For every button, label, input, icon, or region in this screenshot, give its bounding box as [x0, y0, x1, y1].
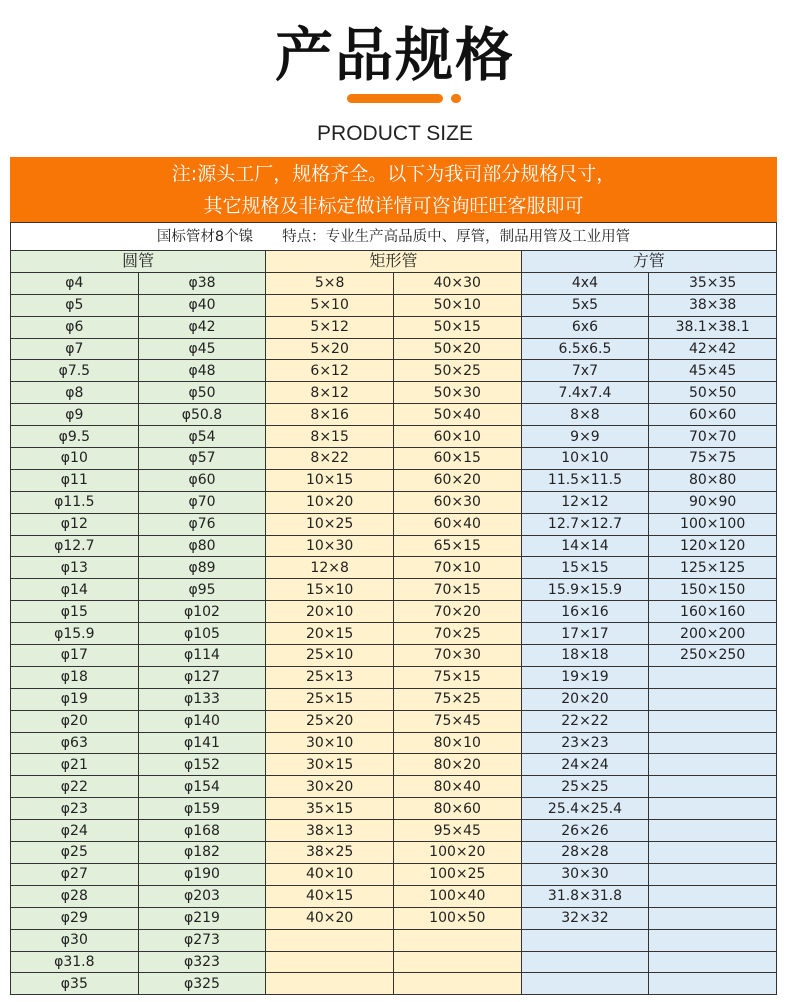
rect-tube-cell: 25×20 [266, 710, 394, 732]
square-tube-cell: 12.7×12.7 [521, 513, 649, 535]
round-tube-cell: φ70 [138, 491, 266, 513]
rect-tube-cell: 40×30 [393, 272, 521, 294]
square-tube-cell [649, 688, 777, 710]
square-tube-cell [649, 929, 777, 951]
round-tube-cell: φ35 [11, 973, 139, 995]
square-tube-cell: 11.5×11.5 [521, 469, 649, 491]
rect-tube-cell: 60×20 [393, 469, 521, 491]
round-tube-cell: φ102 [138, 601, 266, 623]
rect-tube-cell: 8×15 [266, 426, 394, 448]
round-tube-cell: φ9 [11, 404, 139, 426]
square-tube-cell: 4x4 [521, 272, 649, 294]
square-tube-cell: 120×120 [649, 535, 777, 557]
square-tube-cell: 19×19 [521, 666, 649, 688]
page-subtitle: PRODUCT SIZE [317, 122, 473, 145]
round-tube-cell: φ168 [138, 820, 266, 842]
table-row [11, 666, 777, 688]
square-tube-cell: 150×150 [649, 579, 777, 601]
rect-tube-cell [393, 929, 521, 951]
rect-tube-cell: 70×30 [393, 645, 521, 667]
square-tube-cell: 160×160 [649, 601, 777, 623]
round-tube-cell: φ28 [11, 885, 139, 907]
rect-tube-cell: 8×22 [266, 448, 394, 470]
square-tube-cell [649, 907, 777, 929]
square-tube-cell: 25.4×25.4 [521, 798, 649, 820]
rect-tube-cell: 25×10 [266, 645, 394, 667]
round-tube-cell: φ38 [138, 272, 266, 294]
rect-tube-cell: 5×12 [266, 316, 394, 338]
square-tube-cell: 200×200 [649, 623, 777, 645]
rect-tube-cell: 40×15 [266, 885, 394, 907]
group-header-square: 方管 [521, 251, 776, 273]
square-tube-cell: 250×250 [649, 645, 777, 667]
square-tube-cell: 6.5x6.5 [521, 338, 649, 360]
rect-tube-cell: 20×15 [266, 623, 394, 645]
round-tube-cell: φ45 [138, 338, 266, 360]
square-tube-cell [649, 732, 777, 754]
page-title: 产品规格 [274, 21, 515, 89]
rect-tube-cell: 75×45 [393, 710, 521, 732]
round-tube-cell: φ22 [11, 776, 139, 798]
table-row [11, 491, 777, 513]
square-tube-cell: 31.8×31.8 [521, 885, 649, 907]
rect-tube-cell: 25×15 [266, 688, 394, 710]
round-tube-cell: φ63 [11, 732, 139, 754]
round-tube-cell: φ114 [138, 645, 266, 667]
round-tube-cell: φ54 [138, 426, 266, 448]
square-tube-cell: 60×60 [649, 404, 777, 426]
rect-tube-cell: 38×25 [266, 842, 394, 864]
rect-tube-cell: 50×25 [393, 360, 521, 382]
table-row [11, 360, 777, 382]
square-tube-cell [649, 863, 777, 885]
table-row [11, 951, 777, 973]
rect-tube-cell: 40×20 [266, 907, 394, 929]
rect-tube-cell: 50×20 [393, 338, 521, 360]
round-tube-cell: φ8 [11, 382, 139, 404]
round-tube-cell: φ190 [138, 863, 266, 885]
round-tube-cell: φ57 [138, 448, 266, 470]
table-row [11, 535, 777, 557]
table-row [11, 294, 777, 316]
rect-tube-cell [266, 929, 394, 951]
rect-tube-cell: 5×20 [266, 338, 394, 360]
round-tube-cell: φ12 [11, 513, 139, 535]
round-tube-cell: φ29 [11, 907, 139, 929]
round-tube-cell: φ60 [138, 469, 266, 491]
round-tube-cell: φ4 [11, 272, 139, 294]
round-tube-cell: φ25 [11, 842, 139, 864]
square-tube-cell [521, 929, 649, 951]
square-tube-cell: 12×12 [521, 491, 649, 513]
rect-tube-cell: 100×20 [393, 842, 521, 864]
round-tube-cell: φ89 [138, 557, 266, 579]
rect-tube-cell: 60×40 [393, 513, 521, 535]
rect-tube-cell: 10×20 [266, 491, 394, 513]
round-tube-cell: φ325 [138, 973, 266, 995]
round-tube-cell: φ11.5 [11, 491, 139, 513]
square-tube-cell: 15.9×15.9 [521, 579, 649, 601]
table-row [11, 973, 777, 995]
table-row [11, 623, 777, 645]
square-tube-cell: 20×20 [521, 688, 649, 710]
rect-tube-cell: 6×12 [266, 360, 394, 382]
rect-tube-cell [393, 951, 521, 973]
round-tube-cell: φ50 [138, 382, 266, 404]
round-tube-cell: φ7.5 [11, 360, 139, 382]
square-tube-cell [649, 842, 777, 864]
accent-bar [347, 94, 443, 103]
round-tube-cell: φ95 [138, 579, 266, 601]
square-tube-cell: 7.4x7.4 [521, 382, 649, 404]
rect-tube-cell: 10×15 [266, 469, 394, 491]
round-tube-cell: φ76 [138, 513, 266, 535]
table-row [11, 710, 777, 732]
round-tube-cell: φ21 [11, 754, 139, 776]
material-note: 国标管材8个镍 特点：专业生产高品质中、厚管，制品用管及工业用管 [11, 223, 777, 251]
square-tube-cell: 24×24 [521, 754, 649, 776]
rect-tube-cell: 25×13 [266, 666, 394, 688]
square-tube-cell: 15×15 [521, 557, 649, 579]
round-tube-cell: φ154 [138, 776, 266, 798]
rect-tube-cell: 38×13 [266, 820, 394, 842]
round-tube-cell: φ159 [138, 798, 266, 820]
rect-tube-cell: 65×15 [393, 535, 521, 557]
square-tube-cell: 26×26 [521, 820, 649, 842]
round-tube-cell: φ13 [11, 557, 139, 579]
square-tube-cell [649, 820, 777, 842]
square-tube-cell [521, 951, 649, 973]
square-tube-cell: 9×9 [521, 426, 649, 448]
round-tube-cell: φ11 [11, 469, 139, 491]
rect-tube-cell: 30×10 [266, 732, 394, 754]
rect-tube-cell: 70×20 [393, 601, 521, 623]
round-tube-cell: φ17 [11, 645, 139, 667]
table-row [11, 885, 777, 907]
square-tube-cell: 80×80 [649, 469, 777, 491]
table-row [11, 426, 777, 448]
square-tube-cell: 50×50 [649, 382, 777, 404]
square-tube-cell: 32×32 [521, 907, 649, 929]
square-tube-cell: 7x7 [521, 360, 649, 382]
rect-tube-cell: 80×60 [393, 798, 521, 820]
square-tube-cell: 16×16 [521, 601, 649, 623]
group-header-round: 圆管 [11, 251, 266, 273]
rect-tube-cell [266, 973, 394, 995]
rect-tube-cell [393, 973, 521, 995]
rect-tube-cell: 10×25 [266, 513, 394, 535]
table-row [11, 448, 777, 470]
rect-tube-cell: 75×25 [393, 688, 521, 710]
square-tube-cell: 45×45 [649, 360, 777, 382]
rect-tube-cell: 100×40 [393, 885, 521, 907]
square-tube-cell: 6x6 [521, 316, 649, 338]
rect-tube-cell: 95×45 [393, 820, 521, 842]
square-tube-cell: 14×14 [521, 535, 649, 557]
spec-table [10, 222, 777, 995]
rect-tube-cell: 80×10 [393, 732, 521, 754]
round-tube-cell: φ18 [11, 666, 139, 688]
rect-tube-cell: 40×10 [266, 863, 394, 885]
round-tube-cell: φ133 [138, 688, 266, 710]
round-tube-cell: φ182 [138, 842, 266, 864]
rect-tube-cell: 5×10 [266, 294, 394, 316]
square-tube-cell: 30×30 [521, 863, 649, 885]
round-tube-cell: φ15 [11, 601, 139, 623]
table-row [11, 601, 777, 623]
round-tube-cell: φ24 [11, 820, 139, 842]
notice-line-1: 注:源头工厂，规格齐全。以下为我司部分规格尺寸， [171, 163, 616, 185]
table-row [11, 754, 777, 776]
square-tube-cell: 8×8 [521, 404, 649, 426]
square-tube-cell [649, 951, 777, 973]
table-row [11, 776, 777, 798]
rect-tube-cell: 50×15 [393, 316, 521, 338]
square-tube-cell [649, 798, 777, 820]
rect-tube-cell: 30×15 [266, 754, 394, 776]
round-tube-cell: φ12.7 [11, 535, 139, 557]
square-tube-cell: 100×100 [649, 513, 777, 535]
square-tube-cell [649, 754, 777, 776]
square-tube-cell: 23×23 [521, 732, 649, 754]
round-tube-cell: φ27 [11, 863, 139, 885]
table-row [11, 382, 777, 404]
square-tube-cell: 35×35 [649, 272, 777, 294]
round-tube-cell: φ323 [138, 951, 266, 973]
round-tube-cell: φ19 [11, 688, 139, 710]
table-row [11, 513, 777, 535]
square-tube-cell: 75×75 [649, 448, 777, 470]
square-tube-cell: 5x5 [521, 294, 649, 316]
table-row [11, 338, 777, 360]
square-tube-cell [649, 776, 777, 798]
round-tube-cell: φ50.8 [138, 404, 266, 426]
round-tube-cell: φ10 [11, 448, 139, 470]
accent-dot [451, 94, 461, 103]
rect-tube-cell: 8×12 [266, 382, 394, 404]
round-tube-cell: φ40 [138, 294, 266, 316]
notice-line-2: 其它规格及非标定做详情可咨询旺旺客服即可 [203, 195, 584, 217]
table-row [11, 863, 777, 885]
square-tube-cell: 90×90 [649, 491, 777, 513]
rect-tube-cell: 12×8 [266, 557, 394, 579]
round-tube-cell: φ30 [11, 929, 139, 951]
round-tube-cell: φ140 [138, 710, 266, 732]
table-row [11, 842, 777, 864]
table-row [11, 469, 777, 491]
round-tube-cell: φ9.5 [11, 426, 139, 448]
group-header-rect: 矩形管 [266, 251, 521, 273]
rect-tube-cell: 80×40 [393, 776, 521, 798]
round-tube-cell: φ5 [11, 294, 139, 316]
square-tube-cell [521, 973, 649, 995]
table-row [11, 316, 777, 338]
table-row [11, 645, 777, 667]
round-tube-cell: φ31.8 [11, 951, 139, 973]
square-tube-cell: 42×42 [649, 338, 777, 360]
rect-tube-cell: 30×20 [266, 776, 394, 798]
rect-tube-cell: 70×15 [393, 579, 521, 601]
square-tube-cell [649, 666, 777, 688]
rect-tube-cell: 35×15 [266, 798, 394, 820]
round-tube-cell: φ152 [138, 754, 266, 776]
round-tube-cell: φ48 [138, 360, 266, 382]
rect-tube-cell: 5×8 [266, 272, 394, 294]
table-row [11, 907, 777, 929]
square-tube-cell: 17×17 [521, 623, 649, 645]
rect-tube-cell: 50×30 [393, 382, 521, 404]
square-tube-cell [649, 710, 777, 732]
rect-tube-cell [266, 951, 394, 973]
round-tube-cell: φ6 [11, 316, 139, 338]
table-row [11, 798, 777, 820]
rect-tube-cell: 70×10 [393, 557, 521, 579]
round-tube-cell: φ20 [11, 710, 139, 732]
square-tube-cell [649, 885, 777, 907]
square-tube-cell: 38×38 [649, 294, 777, 316]
rect-tube-cell: 100×25 [393, 863, 521, 885]
square-tube-cell: 38.1×38.1 [649, 316, 777, 338]
table-row [11, 688, 777, 710]
table-row [11, 732, 777, 754]
table-row [11, 820, 777, 842]
spec-table-container [10, 157, 777, 995]
table-row [11, 579, 777, 601]
round-tube-cell: φ7 [11, 338, 139, 360]
rect-tube-cell: 15×10 [266, 579, 394, 601]
round-tube-cell: φ141 [138, 732, 266, 754]
table-row [11, 557, 777, 579]
square-tube-cell: 70×70 [649, 426, 777, 448]
rect-tube-cell: 50×10 [393, 294, 521, 316]
square-tube-cell: 18×18 [521, 645, 649, 667]
notice-banner [10, 157, 777, 222]
square-tube-cell: 22×22 [521, 710, 649, 732]
round-tube-cell: φ127 [138, 666, 266, 688]
rect-tube-cell: 50×40 [393, 404, 521, 426]
square-tube-cell: 28×28 [521, 842, 649, 864]
square-tube-cell: 10×10 [521, 448, 649, 470]
round-tube-cell: φ14 [11, 579, 139, 601]
table-row [11, 404, 777, 426]
table-row [11, 272, 777, 294]
square-tube-cell: 125×125 [649, 557, 777, 579]
square-tube-cell: 25×25 [521, 776, 649, 798]
rect-tube-cell: 20×10 [266, 601, 394, 623]
rect-tube-cell: 100×50 [393, 907, 521, 929]
round-tube-cell: φ219 [138, 907, 266, 929]
rect-tube-cell: 60×30 [393, 491, 521, 513]
rect-tube-cell: 75×15 [393, 666, 521, 688]
rect-tube-cell: 8×16 [266, 404, 394, 426]
rect-tube-cell: 60×15 [393, 448, 521, 470]
round-tube-cell: φ273 [138, 929, 266, 951]
round-tube-cell: φ80 [138, 535, 266, 557]
round-tube-cell: φ15.9 [11, 623, 139, 645]
round-tube-cell: φ42 [138, 316, 266, 338]
rect-tube-cell: 60×10 [393, 426, 521, 448]
square-tube-cell [649, 973, 777, 995]
rect-tube-cell: 80×20 [393, 754, 521, 776]
rect-tube-cell: 70×25 [393, 623, 521, 645]
round-tube-cell: φ23 [11, 798, 139, 820]
round-tube-cell: φ203 [138, 885, 266, 907]
round-tube-cell: φ105 [138, 623, 266, 645]
table-row [11, 929, 777, 951]
rect-tube-cell: 10×30 [266, 535, 394, 557]
